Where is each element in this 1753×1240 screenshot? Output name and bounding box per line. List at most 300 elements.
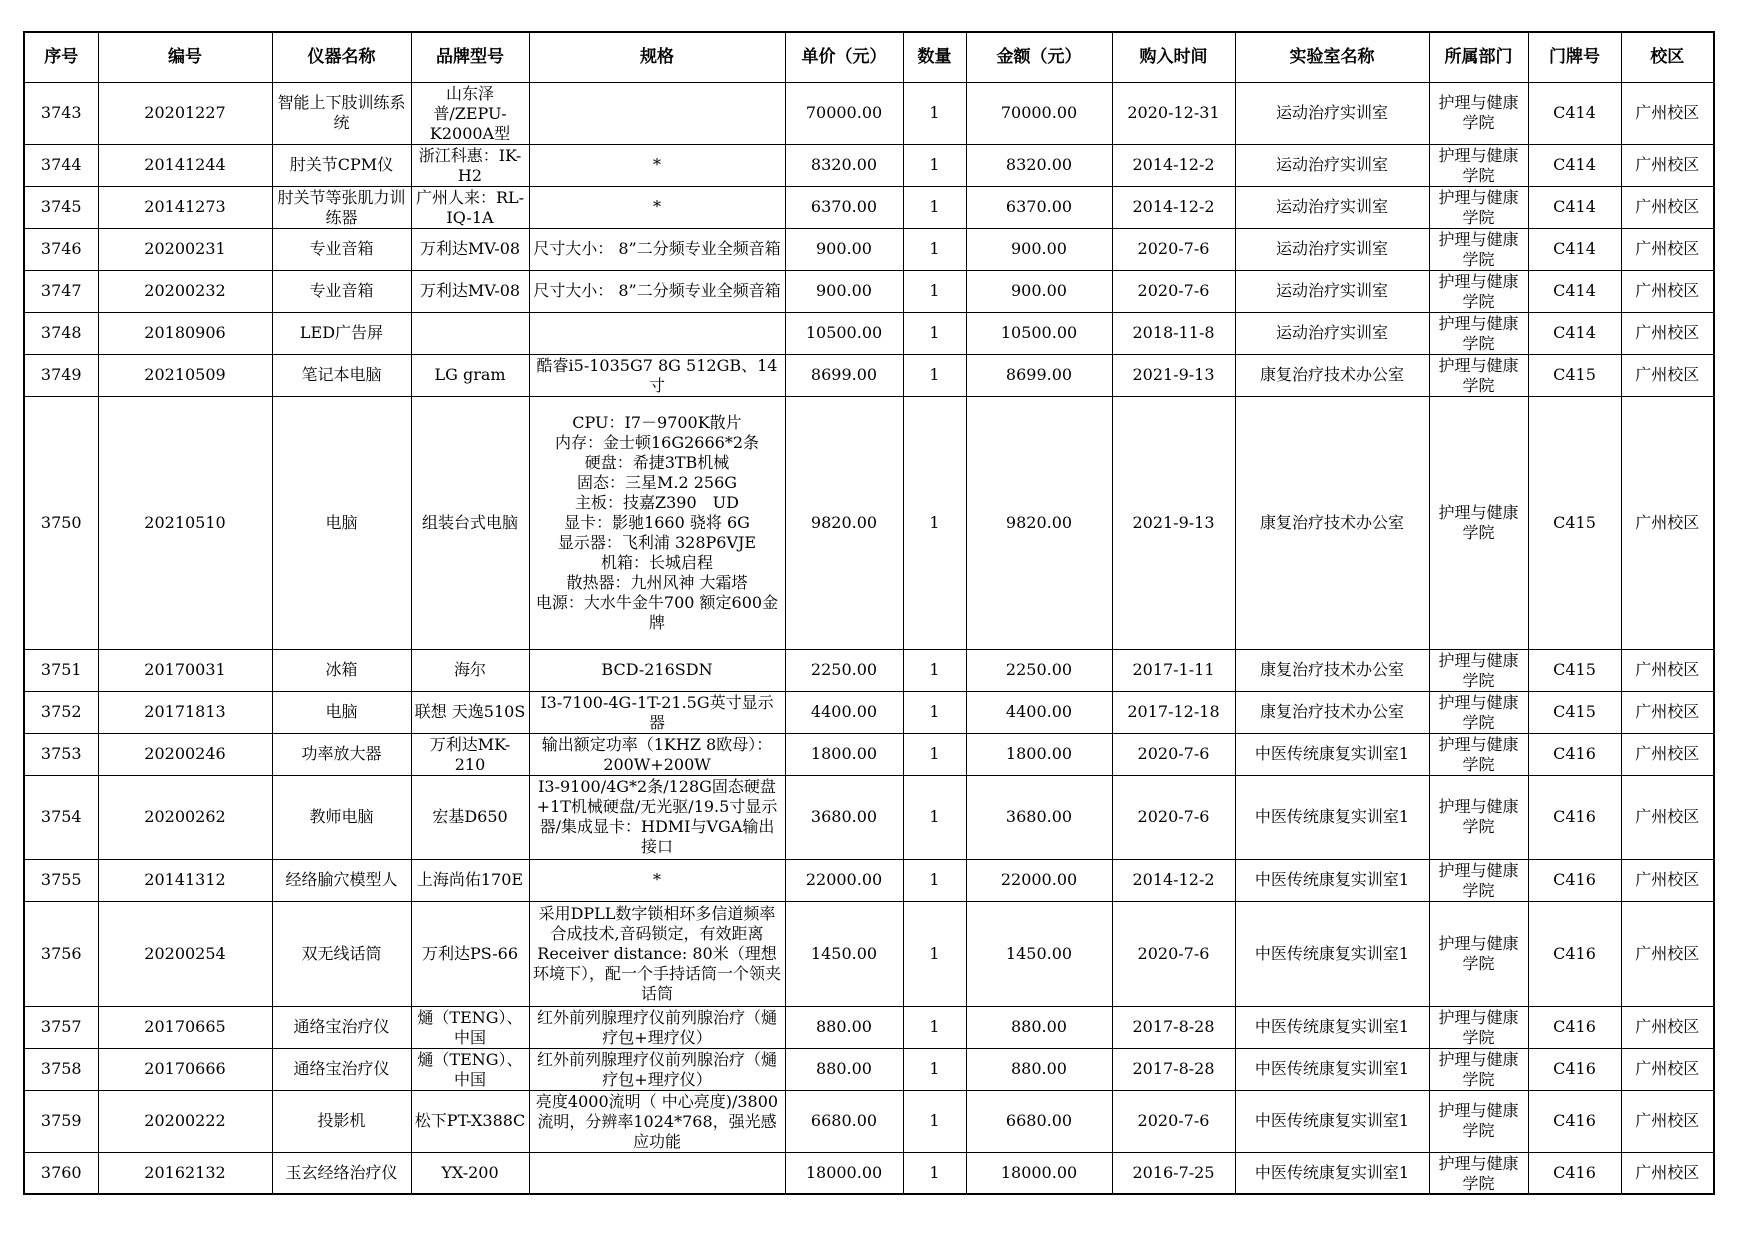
cell-lab-text: 中医传统康复实训室1 (1254, 807, 1410, 826)
cell-spec-text: I3-9100/4G*2条/128G固态硬盘+1T机械硬盘/无光驱/19.5寸显示器/集成显卡：HDMI与VGA输出接口 (536, 777, 778, 856)
cell-qty-text: 1 (929, 239, 940, 258)
cell-name-text: 专业音箱 (309, 239, 374, 258)
cell-price (785, 144, 903, 186)
cell-price-text: 900.00 (816, 239, 872, 258)
cell-name (272, 901, 411, 1006)
cell-seq-text: 3755 (40, 870, 82, 889)
cell-qty (903, 775, 966, 859)
cell-spec-text: 尺寸大小： 8”二分频专业全频音箱 (533, 281, 781, 300)
cell-seq-text: 3743 (40, 103, 82, 122)
cell-amount-text: 8699.00 (1005, 365, 1073, 384)
cell-spec (529, 733, 785, 775)
cell-lab (1235, 901, 1429, 1006)
cell-room (1528, 186, 1621, 228)
cell-amount (966, 354, 1112, 396)
cell-qty (903, 1006, 966, 1048)
cell-date-text: 2017-8-28 (1132, 1017, 1215, 1036)
cell-amount-text: 10500.00 (1000, 323, 1078, 342)
cell-dept (1429, 396, 1528, 649)
cell-price (785, 270, 903, 312)
cell-name (272, 354, 411, 396)
cell-spec-text: 红外前列腺理疗仪前列腺治疗（熥疗包+理疗仪） (536, 1008, 777, 1046)
cell-dept (1429, 733, 1528, 775)
cell-dept-text: 护理与健康学院 (1438, 188, 1519, 226)
cell-spec (529, 396, 785, 649)
cell-amount (966, 1006, 1112, 1048)
cell-spec (529, 691, 785, 733)
cell-date-text: 2017-12-18 (1127, 702, 1220, 721)
cell-qty-text: 1 (929, 943, 940, 963)
cell-price (785, 1152, 903, 1194)
cell-date (1112, 859, 1235, 901)
cell-qty-text: 1 (929, 1162, 940, 1182)
cell-code (98, 1006, 272, 1048)
cell-campus-text: 广州校区 (1635, 512, 1700, 532)
cell-seq-text: 3749 (40, 365, 82, 384)
cell-code (98, 691, 272, 733)
cell-name (272, 1006, 411, 1048)
cell-qty-text: 1 (929, 1017, 940, 1036)
cell-brand (411, 144, 529, 186)
cell-brand-text: 广州人来：RL-IQ-1A (415, 188, 525, 226)
cell-name (272, 1090, 411, 1152)
cell-code-text: 20210510 (144, 512, 226, 532)
cell-lab-text: 中医传统康复实训室1 (1254, 1111, 1410, 1130)
cell-room-text: C414 (1553, 239, 1596, 258)
cell-campus-text: 广州校区 (1635, 323, 1700, 342)
cell-price-text: 880.00 (816, 1059, 872, 1078)
cell-seq (24, 901, 98, 1006)
cell-brand (411, 354, 529, 396)
cell-qty (903, 1152, 966, 1194)
cell-name-text: 肘关节CPM仪 (289, 155, 394, 174)
cell-dept (1429, 775, 1528, 859)
col-header-code: 编号 (98, 32, 272, 82)
cell-lab-text: 康复治疗技术办公室 (1259, 512, 1404, 532)
cell-brand-text: 海尔 (453, 660, 486, 679)
cell-lab (1235, 82, 1429, 144)
cell-price-text: 880.00 (816, 1017, 872, 1036)
cell-code (98, 270, 272, 312)
cell-price-text: 8699.00 (810, 365, 878, 384)
cell-brand (411, 859, 529, 901)
cell-name-text: 教师电脑 (309, 807, 374, 826)
cell-date-text: 2014-12-2 (1132, 155, 1215, 174)
cell-amount (966, 733, 1112, 775)
cell-lab (1235, 733, 1429, 775)
cell-date (1112, 312, 1235, 354)
cell-name-text: 功率放大器 (301, 744, 382, 763)
cell-dept-text: 护理与健康学院 (1438, 735, 1519, 773)
table-row (24, 649, 1714, 691)
cell-price-text: 4400.00 (810, 702, 878, 721)
table-row (24, 775, 1714, 859)
cell-campus (1621, 1048, 1714, 1090)
cell-code (98, 775, 272, 859)
cell-room-text: C414 (1553, 197, 1596, 216)
cell-date (1112, 270, 1235, 312)
cell-lab (1235, 775, 1429, 859)
cell-lab-text: 中医传统康复实训室1 (1254, 1162, 1410, 1182)
cell-lab-text: 中医传统康复实训室1 (1254, 1059, 1410, 1078)
cell-seq-text: 3747 (40, 281, 82, 300)
cell-campus (1621, 312, 1714, 354)
cell-brand-text: 万利达MV-08 (419, 239, 521, 258)
cell-qty-text: 1 (929, 807, 940, 826)
cell-dept (1429, 649, 1528, 691)
cell-code (98, 901, 272, 1006)
cell-seq (24, 691, 98, 733)
cell-campus (1621, 859, 1714, 901)
cell-qty-text: 1 (929, 103, 940, 122)
cell-code-text: 20180906 (144, 323, 226, 342)
cell-seq-text: 3760 (40, 1162, 82, 1182)
cell-lab-text: 康复治疗技术办公室 (1259, 660, 1404, 679)
col-header-amount: 金额（元） (966, 32, 1112, 82)
cell-lab (1235, 859, 1429, 901)
cell-qty (903, 901, 966, 1006)
cell-spec (529, 901, 785, 1006)
cell-amount (966, 82, 1112, 144)
cell-brand-text: 联想 天逸510S (414, 702, 526, 721)
cell-date-text: 2020-7-6 (1137, 281, 1210, 300)
cell-amount-text: 3680.00 (1005, 807, 1073, 826)
table-row (24, 859, 1714, 901)
cell-amount-text: 1450.00 (1005, 943, 1073, 963)
cell-name (272, 186, 411, 228)
cell-spec (529, 82, 785, 144)
cell-amount (966, 144, 1112, 186)
cell-qty-text: 1 (929, 365, 940, 384)
cell-spec (529, 859, 785, 901)
cell-price (785, 82, 903, 144)
cell-qty-text: 1 (929, 197, 940, 216)
cell-code (98, 1152, 272, 1194)
cell-spec-text: 输出额定功率（1KHZ 8欧母）：200W+200W (541, 735, 773, 773)
cell-dept-text: 护理与健康学院 (1438, 1101, 1519, 1140)
cell-campus (1621, 901, 1714, 1006)
cell-brand-text: 万利达MK-210 (429, 735, 511, 773)
col-header-room: 门牌号 (1528, 32, 1621, 82)
cell-qty (903, 733, 966, 775)
cell-amount (966, 649, 1112, 691)
cell-seq-text: 3753 (40, 744, 82, 763)
cell-lab-text: 康复治疗技术办公室 (1259, 365, 1404, 384)
cell-dept-text: 护理与健康学院 (1438, 693, 1519, 731)
cell-code-text: 20162132 (144, 1162, 226, 1182)
cell-lab (1235, 1048, 1429, 1090)
cell-seq (24, 396, 98, 649)
cell-spec (529, 775, 785, 859)
cell-room-text: C414 (1553, 281, 1596, 300)
cell-lab-text: 康复治疗技术办公室 (1259, 702, 1404, 721)
cell-price (785, 312, 903, 354)
cell-lab-text: 中医传统康复实训室1 (1254, 943, 1410, 963)
cell-room (1528, 859, 1621, 901)
col-header-name: 仪器名称 (272, 32, 411, 82)
cell-qty-text: 1 (929, 323, 940, 342)
cell-brand (411, 901, 529, 1006)
cell-brand (411, 649, 529, 691)
col-header-price: 单价（元） (785, 32, 903, 82)
cell-seq-text: 3751 (40, 660, 82, 679)
cell-brand-text: 浙江科惠：IK-H2 (418, 146, 522, 184)
cell-code-text: 20200254 (144, 943, 226, 963)
cell-name (272, 649, 411, 691)
inventory-sheet (23, 31, 1715, 1195)
cell-campus-text: 广州校区 (1635, 943, 1700, 963)
cell-campus (1621, 775, 1714, 859)
cell-name-text: 通络宝治疗仪 (293, 1017, 390, 1036)
cell-lab-text: 运动治疗实训室 (1275, 197, 1388, 216)
cell-amount (966, 691, 1112, 733)
cell-spec-text: CPU：I7－9700K散片 内存：金士顿16G2666*2条 硬盘：希捷3TB机械 固态：三星M.2 256G 主板：技嘉Z390 UD 显卡：影驰1660 骁将 6G 显示器：飞利浦 328P6VJE 机箱：长城启程 散热器：九州风神 大霜塔 电源：大水牛金牛700 额定600金牌 (535, 412, 779, 632)
col-header-brand: 品牌型号 (411, 32, 529, 82)
cell-date (1112, 396, 1235, 649)
cell-date (1112, 1006, 1235, 1048)
cell-date-text: 2021-9-13 (1132, 512, 1215, 532)
cell-seq-text: 3750 (40, 512, 82, 532)
cell-campus (1621, 649, 1714, 691)
cell-name (272, 1152, 411, 1194)
table-row (24, 270, 1714, 312)
cell-spec-text: 红外前列腺理疗仪前列腺治疗（熥疗包+理疗仪） (536, 1050, 777, 1088)
cell-name (272, 228, 411, 270)
cell-amount (966, 228, 1112, 270)
cell-code-text: 20170665 (144, 1017, 226, 1036)
cell-room (1528, 312, 1621, 354)
cell-seq (24, 82, 98, 144)
cell-brand-text: 松下PT-X388C (414, 1111, 526, 1130)
cell-lab (1235, 354, 1429, 396)
cell-seq (24, 270, 98, 312)
cell-brand-text: 组装台式电脑 (421, 512, 518, 532)
cell-room (1528, 649, 1621, 691)
cell-code-text: 20141312 (144, 870, 226, 889)
cell-room-text: C416 (1553, 1162, 1596, 1182)
cell-seq (24, 312, 98, 354)
cell-spec (529, 1048, 785, 1090)
cell-qty (903, 859, 966, 901)
cell-price-text: 18000.00 (805, 1162, 883, 1182)
cell-spec-text: 尺寸大小： 8”二分频专业全频音箱 (533, 239, 781, 258)
cell-name (272, 691, 411, 733)
cell-spec-text: 采用DPLL数字锁相环多信道频率合成技术,音码锁定，有效距离Receiver distance: 80米（理想环境下），配一个手持话筒一个领夹话筒 (532, 903, 781, 1003)
cell-room-text: C416 (1553, 1017, 1596, 1036)
cell-qty-text: 1 (929, 870, 940, 889)
cell-dept-text: 护理与健康学院 (1438, 502, 1519, 542)
cell-amount-text: 9820.00 (1005, 512, 1073, 532)
cell-brand (411, 1048, 529, 1090)
cell-code-text: 20201227 (144, 103, 226, 122)
cell-lab (1235, 186, 1429, 228)
cell-qty (903, 186, 966, 228)
cell-room-text: C414 (1553, 323, 1596, 342)
cell-price-text: 8320.00 (810, 155, 878, 174)
cell-brand (411, 396, 529, 649)
cell-code-text: 20141273 (144, 197, 226, 216)
cell-code-text: 20141244 (144, 155, 226, 174)
cell-seq (24, 186, 98, 228)
cell-room (1528, 1090, 1621, 1152)
cell-qty (903, 82, 966, 144)
cell-date (1112, 228, 1235, 270)
cell-room (1528, 691, 1621, 733)
cell-name-text: 冰箱 (325, 660, 358, 679)
table-row (24, 186, 1714, 228)
cell-code (98, 186, 272, 228)
cell-price (785, 775, 903, 859)
cell-date (1112, 733, 1235, 775)
cell-brand-text: 熥（TENG）、中国 (417, 1050, 523, 1088)
cell-amount-text: 1800.00 (1005, 744, 1073, 763)
cell-campus (1621, 270, 1714, 312)
cell-date-text: 2016-7-25 (1132, 1162, 1215, 1182)
cell-brand (411, 1006, 529, 1048)
cell-campus (1621, 1152, 1714, 1194)
cell-seq-text: 3754 (40, 807, 82, 826)
cell-qty (903, 228, 966, 270)
cell-dept (1429, 1090, 1528, 1152)
cell-name (272, 859, 411, 901)
cell-dept (1429, 1048, 1528, 1090)
header-row (24, 32, 1714, 82)
cell-seq (24, 1152, 98, 1194)
cell-brand (411, 775, 529, 859)
cell-dept (1429, 228, 1528, 270)
cell-spec (529, 270, 785, 312)
cell-campus-text: 广州校区 (1635, 744, 1700, 763)
cell-dept-text: 护理与健康学院 (1438, 356, 1519, 394)
cell-room (1528, 775, 1621, 859)
cell-room-text: C415 (1553, 702, 1596, 721)
cell-amount (966, 859, 1112, 901)
cell-campus (1621, 691, 1714, 733)
cell-seq (24, 228, 98, 270)
cell-name (272, 144, 411, 186)
cell-brand (411, 270, 529, 312)
cell-price (785, 733, 903, 775)
col-header-dept: 所属部门 (1429, 32, 1528, 82)
cell-lab-text: 中医传统康复实训室1 (1254, 1017, 1410, 1036)
cell-price-text: 22000.00 (805, 870, 883, 889)
cell-room-text: C416 (1553, 1111, 1596, 1130)
cell-amount-text: 18000.00 (1000, 1162, 1078, 1182)
cell-code (98, 396, 272, 649)
cell-amount (966, 775, 1112, 859)
cell-seq (24, 775, 98, 859)
cell-room (1528, 354, 1621, 396)
cell-room (1528, 82, 1621, 144)
cell-code-text: 20200222 (144, 1111, 226, 1130)
cell-lab (1235, 691, 1429, 733)
cell-brand-text: 熥（TENG）、中国 (417, 1008, 523, 1046)
cell-amount-text: 2250.00 (1005, 660, 1073, 679)
cell-date-text: 2020-7-6 (1137, 943, 1210, 963)
cell-seq (24, 144, 98, 186)
cell-price-text: 1450.00 (810, 943, 878, 963)
cell-room-text: C415 (1553, 660, 1596, 679)
cell-seq (24, 1048, 98, 1090)
cell-room (1528, 144, 1621, 186)
cell-room-text: C415 (1553, 365, 1596, 384)
cell-date (1112, 1048, 1235, 1090)
cell-amount-text: 6370.00 (1005, 197, 1073, 216)
cell-brand-text: YX-200 (441, 1162, 499, 1182)
cell-room-text: C416 (1553, 870, 1596, 889)
cell-spec (529, 354, 785, 396)
cell-date (1112, 354, 1235, 396)
cell-qty-text: 1 (929, 660, 940, 679)
cell-amount-text: 880.00 (1011, 1017, 1067, 1036)
cell-code (98, 82, 272, 144)
cell-name-text: 双无线话筒 (301, 943, 382, 963)
cell-price-text: 3680.00 (810, 807, 878, 826)
cell-brand (411, 82, 529, 144)
cell-spec (529, 312, 785, 354)
cell-room-text: C416 (1553, 744, 1596, 763)
cell-campus-text: 广州校区 (1635, 807, 1700, 826)
cell-seq (24, 1006, 98, 1048)
cell-spec-text: 酷睿i5-1035G7 8G 512GB、14寸 (536, 356, 778, 394)
cell-amount-text: 900.00 (1011, 281, 1067, 300)
table-row (24, 1006, 1714, 1048)
table-row (24, 144, 1714, 186)
cell-name-text: 电脑 (325, 702, 358, 721)
cell-name (272, 270, 411, 312)
cell-dept (1429, 1152, 1528, 1194)
cell-lab (1235, 1090, 1429, 1152)
cell-code (98, 859, 272, 901)
cell-qty (903, 691, 966, 733)
cell-name (272, 396, 411, 649)
cell-spec-text: * (653, 155, 661, 174)
cell-dept (1429, 1006, 1528, 1048)
cell-seq-text: 3759 (40, 1111, 82, 1130)
cell-room (1528, 270, 1621, 312)
cell-lab-text: 运动治疗实训室 (1275, 155, 1388, 174)
cell-date (1112, 775, 1235, 859)
col-header-qty: 数量 (903, 32, 966, 82)
cell-campus-text: 广州校区 (1635, 365, 1700, 384)
cell-room (1528, 396, 1621, 649)
cell-spec (529, 144, 785, 186)
cell-dept-text: 护理与健康学院 (1438, 861, 1519, 899)
cell-price (785, 1006, 903, 1048)
cell-spec-text: * (653, 870, 661, 889)
cell-lab (1235, 270, 1429, 312)
cell-name-text: 玉玄经络治疗仪 (285, 1162, 398, 1182)
cell-amount (966, 1048, 1112, 1090)
cell-dept-text: 护理与健康学院 (1438, 146, 1519, 184)
cell-dept-text: 护理与健康学院 (1438, 230, 1519, 268)
cell-price (785, 859, 903, 901)
cell-campus (1621, 1090, 1714, 1152)
cell-dept-text: 护理与健康学院 (1438, 797, 1519, 836)
cell-code (98, 1048, 272, 1090)
cell-code-text: 20170666 (144, 1059, 226, 1078)
cell-room (1528, 1152, 1621, 1194)
cell-dept (1429, 901, 1528, 1006)
cell-lab-text: 中医传统康复实训室1 (1254, 744, 1410, 763)
cell-code (98, 733, 272, 775)
cell-date (1112, 1152, 1235, 1194)
cell-spec-text: * (653, 197, 661, 216)
cell-date-text: 2014-12-2 (1132, 870, 1215, 889)
cell-amount (966, 186, 1112, 228)
cell-spec-text: BCD-216SDN (601, 660, 713, 679)
cell-price-text: 6370.00 (810, 197, 878, 216)
